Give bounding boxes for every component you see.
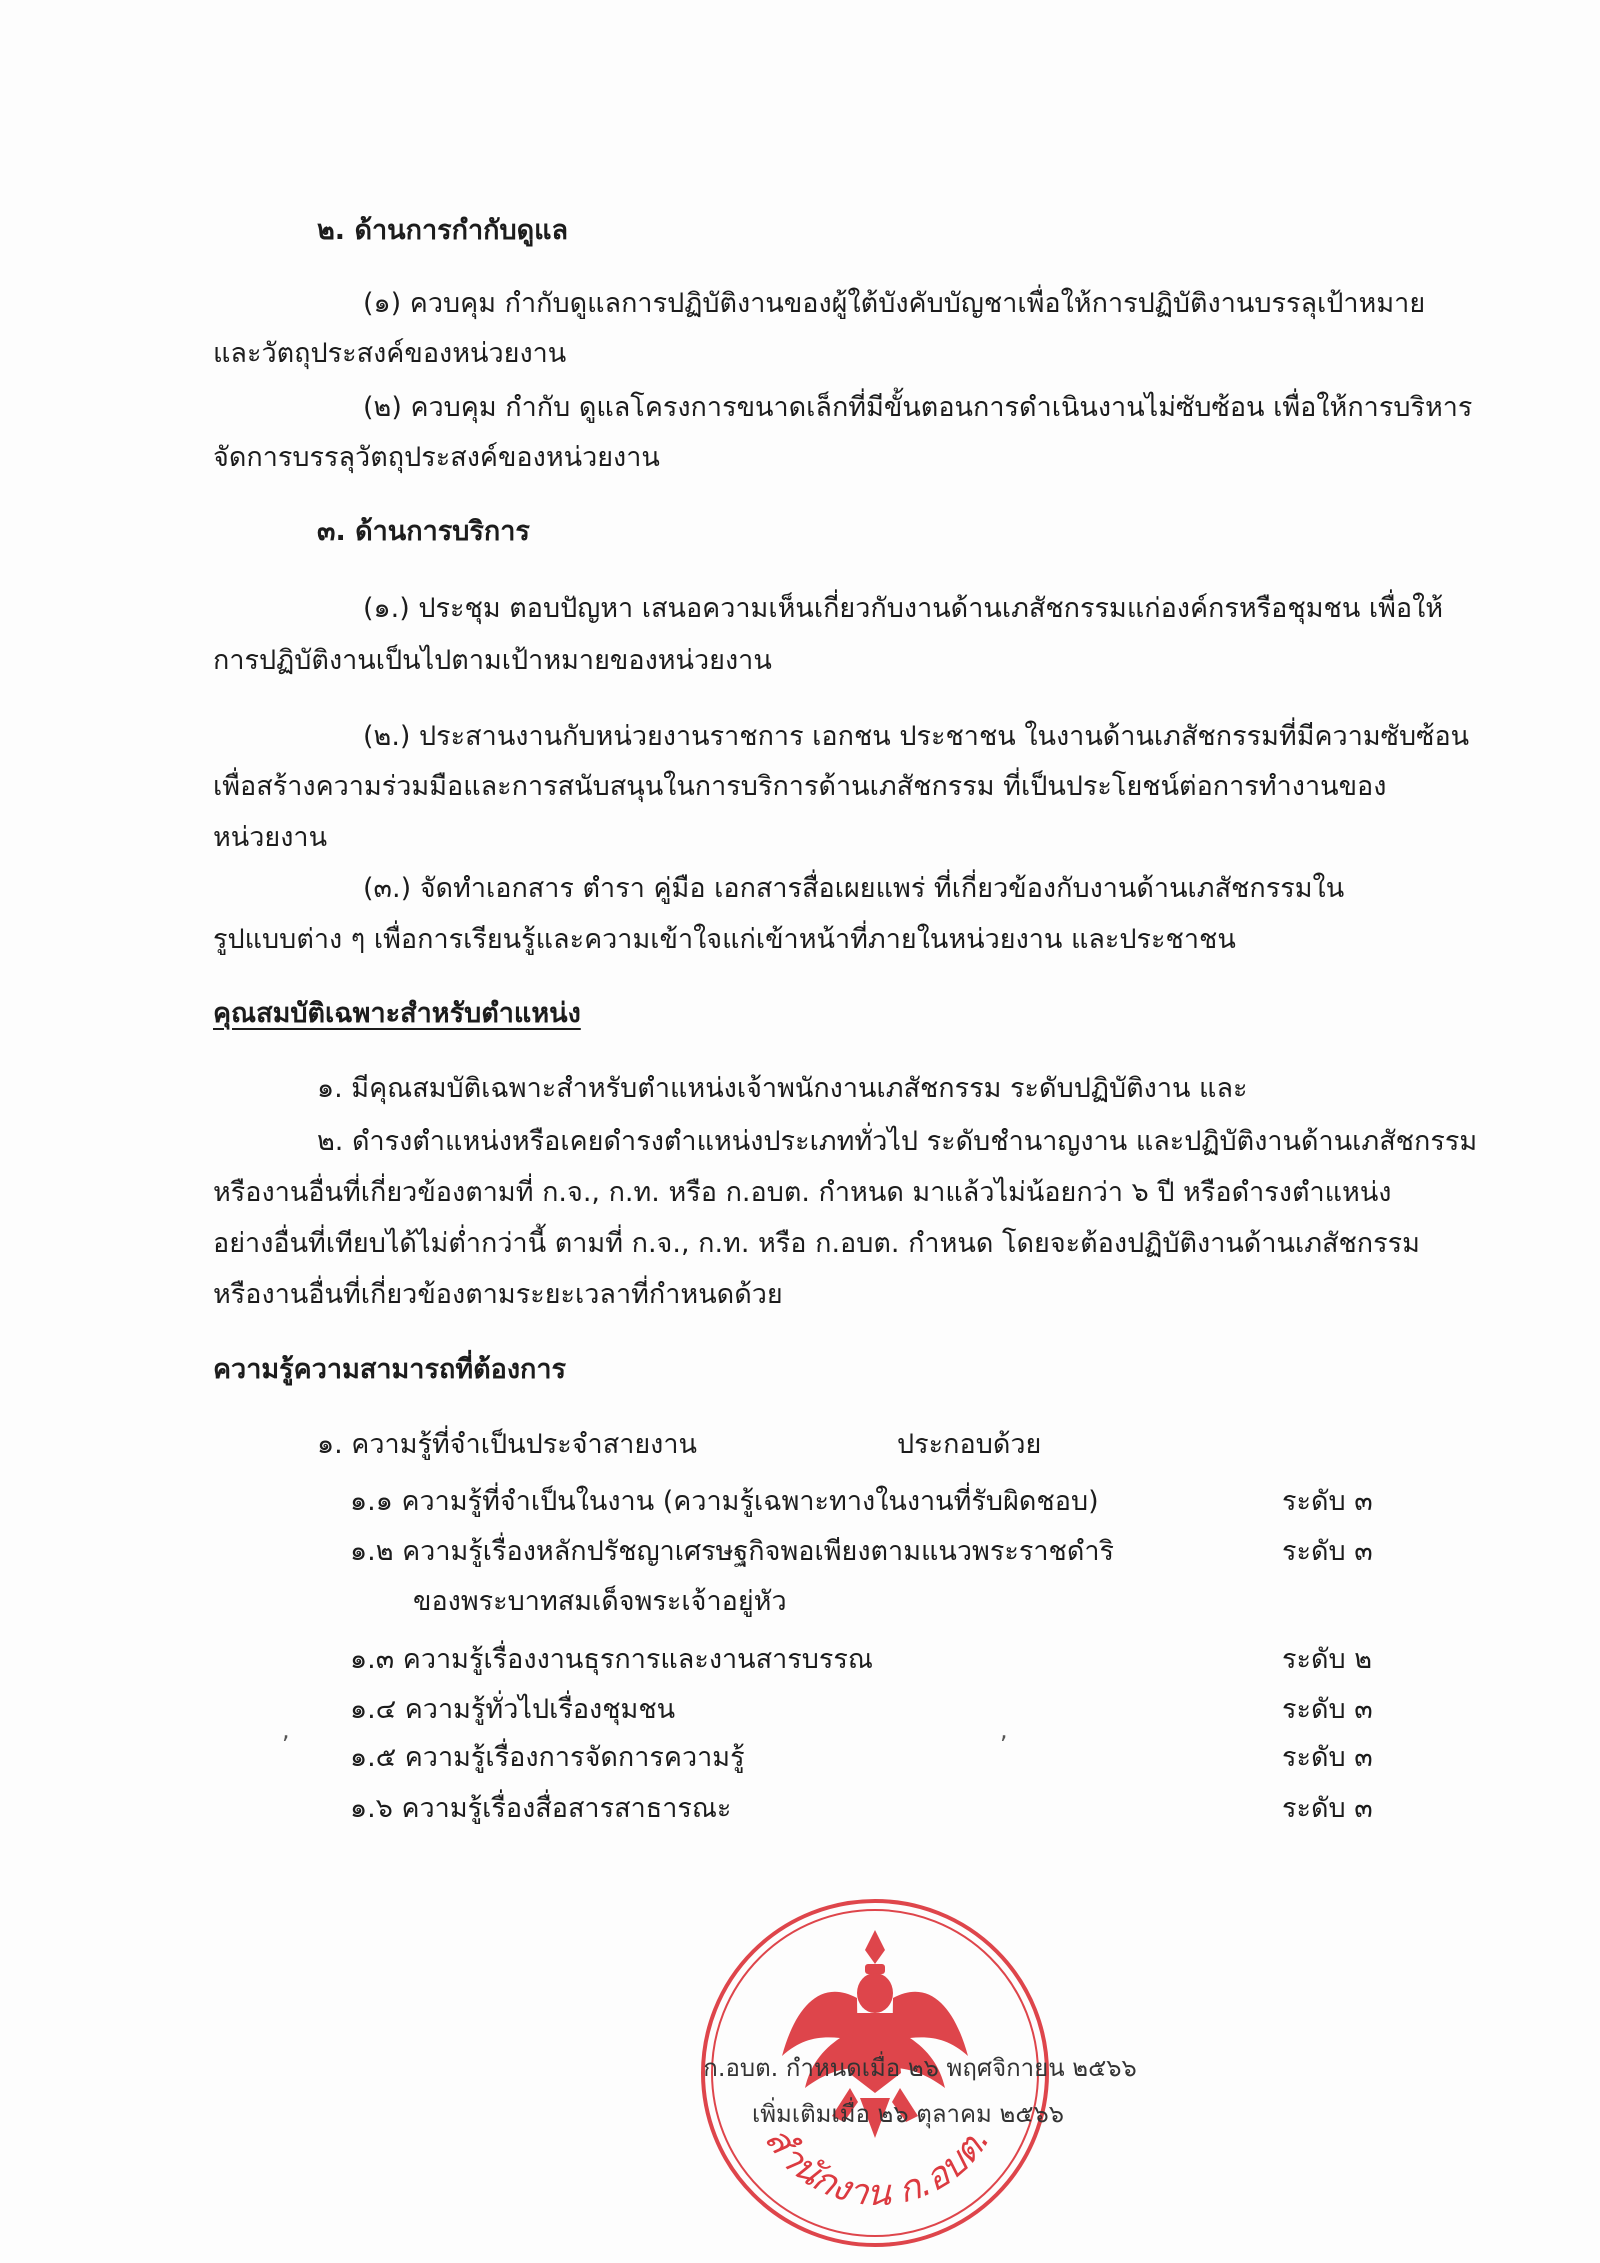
seal-text: สำนักงาน ก.อบต. [756,2119,998,2215]
knowledge-item-level: ระดับ ๓ [1282,1486,1373,1517]
qualifications-item2-line2: หรืองานอื่นที่เกี่ยวข้องตามที่ ก.จ., ก.ท. หรือ ก.อบต. กำหนด มาแล้วไม่น้อยกว่า ๖ ปี หรือดำรงตำแหน่ง [213,1177,1392,1208]
section2-item2-line2: จัดการบรรลุวัตถุประสงค์ของหน่วยงาน [213,442,660,473]
section3-item2-line2: เพื่อสร้างความร่วมมือและการสนับสนุนในการบริการด้านเภสัชกรรม ที่เป็นประโยชน์ต่อการทำงานของ [213,771,1387,802]
section2-item2-line1: (๒) ควบคุม กำกับ ดูแลโครงการขนาดเล็กที่มีขั้นตอนการดำเนินงานไม่ซับซ้อน เพื่อให้การบริหาร [363,392,1473,423]
qualifications-heading: คุณสมบัติเฉพาะสำหรับตำแหน่ง [213,998,581,1029]
section2-item1-line1: (๑) ควบคุม กำกับดูแลการปฏิบัติงานของผู้ใต้บังคับบัญชาเพื่อให้การปฏิบัติงานบรรลุเป้าหมาย [363,288,1426,319]
knowledge-item-level: ระดับ ๓ [1282,1694,1373,1725]
knowledge-item-label: ๑.๓ ความรู้เรื่องงานธุรการและงานสารบรรณ [350,1644,873,1675]
qualifications-item2-line4: หรืองานอื่นที่เกี่ยวข้องตามระยะเวลาที่กำหนดด้วย [213,1279,783,1310]
knowledge-item-level: ระดับ ๓ [1282,1742,1373,1773]
section2-item1-line2: และวัตถุประสงค์ของหน่วยงาน [213,338,567,369]
qualifications-item1: ๑. มีคุณสมบัติเฉพาะสำหรับตำแหน่งเจ้าพนักงานเภสัชกรรม ระดับปฏิบัติงาน และ [317,1073,1248,1104]
scan-mark: , [282,1716,290,1744]
section3-item3-line2: รูปแบบต่าง ๆ เพื่อการเรียนรู้และความเข้าใจแก่เข้าหน้าที่ภายในหน่วยงาน และประชาชน [213,924,1236,955]
footer-line2: เพิ่มเติมเมื่อ ๒๖ ตุลาคม ๒๕๖๖ [752,2100,1064,2128]
footer-line1: ก.อบต. กำหนดเมื่อ ๒๖ พฤศจิกายน ๒๕๖๖ [703,2054,1137,2082]
qualifications-item2-line3: อย่างอื่นที่เทียบได้ไม่ต่ำกว่านี้ ตามที่ ก.จ., ก.ท. หรือ ก.อบต. กำหนด โดยจะต้องปฏิบัติงานด้านเภสัชกรรม [213,1228,1420,1259]
section3-item1-line1: (๑.) ประชุม ตอบปัญหา เสนอความเห็นเกี่ยวกับงานด้านเภสัชกรรมแก่องค์กรหรือชุมชน เพื่อให้ [363,593,1444,624]
knowledge-item-level: ระดับ ๓ [1282,1536,1373,1567]
knowledge-item-label: ๑.๔ ความรู้ทั่วไปเรื่องชุมชน [350,1694,676,1725]
knowledge-item-label-continued: ของพระบาทสมเด็จพระเจ้าอยู่หัว [413,1586,787,1617]
knowledge-group-suffix: ประกอบด้วย [897,1429,1042,1460]
section3-item3-line1: (๓.) จัดทำเอกสาร ตำรา คู่มือ เอกสารสื่อเผยแพร่ ที่เกี่ยวข้องกับงานด้านเภสัชกรรมใน [363,873,1345,904]
scan-mark: , [1000,1716,1008,1744]
knowledge-item-level: ระดับ ๒ [1282,1644,1373,1675]
section3-heading: ๓. ด้านการบริการ [317,516,530,547]
knowledge-item-level: ระดับ ๓ [1282,1793,1373,1824]
section2-heading: ๒. ด้านการกำกับดูแล [317,215,569,246]
section3-item2-line3: หน่วยงาน [213,822,328,853]
section3-item1-line2: การปฏิบัติงานเป็นไปตามเป้าหมายของหน่วยงาน [213,645,772,676]
knowledge-item-label: ๑.๖ ความรู้เรื่องสื่อสารสาธารณะ [350,1793,732,1824]
svg-text:สำนักงาน ก.อบต. [756,2119,998,2214]
knowledge-item-label: ๑.๑ ความรู้ที่จำเป็นในงาน (ความรู้เฉพาะทางในงานที่รับผิดชอบ) [350,1486,1099,1517]
knowledge-heading: ความรู้ความสามารถที่ต้องการ [213,1354,567,1385]
knowledge-item-label: ๑.๕ ความรู้เรื่องการจัดการความรู้ [350,1742,745,1773]
qualifications-item2-line1: ๒. ดำรงตำแหน่งหรือเคยดำรงตำแหน่งประเภททั่วไป ระดับชำนาญงาน และปฏิบัติงานด้านเภสัชกรรม [317,1126,1478,1157]
knowledge-item-label: ๑.๒ ความรู้เรื่องหลักปรัชญาเศรษฐกิจพอเพียงตามแนวพระราชดำริ [350,1536,1115,1567]
section3-item2-line1: (๒.) ประสานงานกับหน่วยงานราชการ เอกชน ประชาชน ในงานด้านเภสัชกรรมที่มีความซับซ้อน [363,721,1470,752]
knowledge-group-label: ๑. ความรู้ที่จำเป็นประจำสายงาน [317,1429,697,1460]
